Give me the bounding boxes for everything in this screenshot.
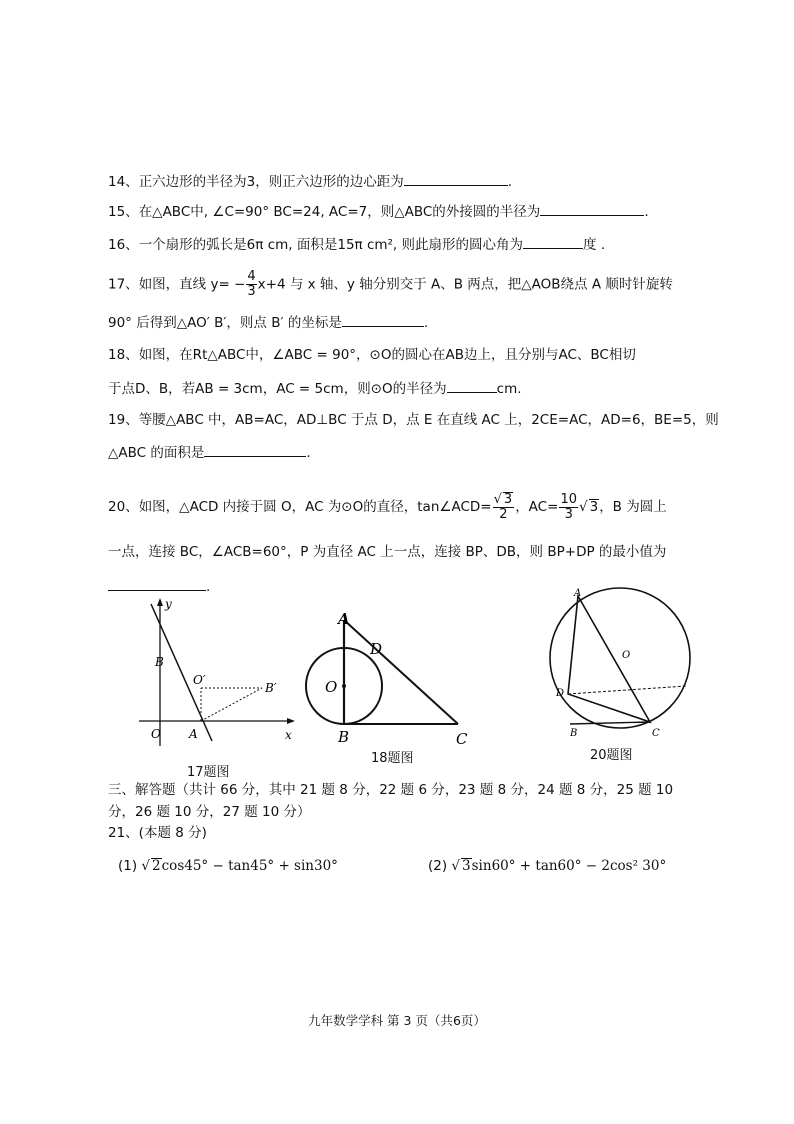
figure-17 (135, 596, 305, 766)
label-B: B (570, 728, 578, 739)
fraction (246, 270, 256, 299)
label-B: B (338, 728, 350, 746)
question-text: 一个扇形的弧长是6π cm, 面积是15π cm², 则此扇形的圆心角为 (138, 237, 524, 253)
fraction-denominator: 3 (247, 284, 256, 299)
answer-blank (204, 442, 306, 457)
section-title: 三、解答题（共计 66 分，其中 21 题 8 分，22 题 6 分，23 题 8 分，24 题 8 分，25 题 10 (108, 782, 674, 798)
answer-blank (342, 312, 424, 327)
figure-20 (540, 584, 700, 744)
fraction-denominator: 2 (499, 507, 508, 522)
answer-blank (540, 201, 644, 216)
expression: √ 2cos45° − tan45° + sin30° (141, 858, 338, 874)
part-label: (1) (118, 858, 138, 874)
page-footer: 九年数学学科 第 3 页（共6页） (308, 1013, 486, 1028)
question-number: 19、 (108, 412, 139, 428)
question-21-part1 (118, 856, 338, 876)
fraction-numerator: 4 (247, 269, 256, 284)
label-B: B (155, 655, 164, 669)
question-text: 于点D、B，若AB = 3cm，AC = 5cm，则⊙O的半径为 (108, 381, 447, 397)
fraction-numerator: √ 3 (493, 492, 513, 507)
answer-blank (404, 171, 508, 186)
question-number: 20、 (108, 499, 139, 515)
fraction (493, 492, 515, 522)
question-text: ，B 为圆上 (599, 499, 667, 515)
period: . (507, 174, 513, 190)
question-20: 20、如图，△ACD 内接于圆 O，AC 为⊙O的直径，tan∠ACD= $\frac{√ 3}{2}$ ，AC= $\frac{10}{3}$ √ 3，B 为圆上 (108, 491, 667, 522)
question-text: ，AC= (515, 499, 559, 515)
fraction (559, 493, 578, 522)
period: . (644, 204, 649, 220)
label-B-prime: B′ (265, 681, 277, 695)
label-x: x (285, 728, 292, 742)
y-axis-arrow-icon (157, 598, 163, 606)
question-17-line2 (108, 312, 428, 333)
label-O: O (622, 650, 631, 661)
triangle-ACD (568, 596, 650, 722)
radicand: 3 (589, 499, 599, 515)
question-text: 正六边形的半径为3，则正六边形的边心距为 (138, 174, 404, 190)
radicand: 3 (462, 858, 471, 874)
fraction-denominator: 3 (564, 506, 573, 522)
question-text: 90° 后得到△AO′ B′，则点 B′ 的坐标是 (108, 315, 342, 331)
label-y: y (165, 597, 172, 611)
question-18 (108, 345, 636, 365)
x-axis-arrow-icon (287, 718, 295, 724)
question-19-line2 (108, 442, 311, 463)
answer-blank (447, 378, 497, 393)
segment-AC (344, 620, 458, 724)
period: . (306, 445, 311, 461)
question-number: 18、 (108, 347, 139, 363)
unit: cm. (496, 381, 522, 397)
unit: 度 (583, 237, 597, 253)
question-19 (108, 410, 719, 430)
question-21-title (108, 823, 207, 843)
label-D: D (370, 640, 383, 658)
question-number: 15、 (108, 204, 139, 220)
figure-17-caption: 17题图 (187, 765, 230, 780)
dashed-line (568, 686, 686, 694)
question-text: 如图，直线 y= − (138, 276, 246, 293)
section-title: 分，26 题 10 分，27 题 10 分） (108, 804, 311, 820)
question-text: 一点，连接 BC，∠ACB=60°，P 为直径 AC 上一点，连接 BP、DB，则 BP+DP 的最小值为 (108, 544, 667, 560)
fraction-numerator: 10 (560, 491, 577, 507)
label-O-prime: O′ (193, 673, 206, 687)
question-number: 14、 (108, 174, 139, 190)
question-20-line3 (108, 576, 210, 597)
question-text: 等腰△ABC 中，AB=AC，AD⊥BC 于点 D，点 E 在直线 AC 上，2CE=AC，AD=6，BE=5，则 (138, 412, 719, 428)
label-A: A (574, 588, 582, 599)
label-C: C (456, 730, 468, 746)
figure-18-caption: 18题图 (371, 751, 414, 766)
period: . (206, 579, 211, 595)
question-text: 在△ABC中, ∠C=90° BC=24, AC=7，则△ABC的外接圆的半径为 (138, 204, 541, 220)
question-number: 17、 (108, 276, 139, 293)
question-16 (108, 234, 605, 255)
question-20-line2 (108, 542, 666, 562)
center-O-dot (342, 684, 346, 688)
answer-blank (523, 234, 583, 249)
period: . (423, 315, 429, 331)
figure-20-caption: 20题图 (590, 748, 633, 763)
question-number: 16、 (108, 237, 139, 253)
answer-blank (108, 576, 206, 591)
expression-text: sin60° + tan60° − 2cos² 30° (471, 858, 667, 874)
radicand: 2 (152, 858, 161, 874)
question-text: 如图，△ACD 内接于圆 O，AC 为⊙O的直径，tan∠ACD= (138, 499, 492, 515)
label-O: O (151, 727, 161, 741)
question-14 (108, 171, 512, 192)
period: . (600, 237, 606, 253)
expression: √ 3sin60° + tan60° − 2cos² 30° (451, 858, 667, 874)
label-O: O (325, 678, 338, 696)
question-17 (108, 270, 673, 299)
question-title: 21、(本题 8 分) (108, 825, 207, 841)
label-A: A (189, 727, 198, 741)
label-A: A (338, 610, 350, 628)
question-15 (108, 201, 649, 222)
question-text: △ABC 的面积是 (108, 445, 205, 461)
label-D: D (556, 688, 565, 699)
segment-AB1 (201, 688, 262, 721)
section-3-header-line2 (108, 802, 310, 822)
question-21-part2 (428, 856, 666, 876)
expression-text: cos45° − tan45° + sin30° (161, 858, 338, 874)
question-text: 如图，在Rt△ABC中，∠ABC = 90°，⊙O的圆心在AB边上，且分别与AC、BC相切 (138, 347, 636, 363)
figure-18 (296, 606, 482, 746)
question-18-line2 (108, 378, 522, 399)
radicand: 3 (503, 492, 513, 507)
segment-BC (570, 722, 650, 724)
part-label: (2) (428, 858, 448, 874)
section-3-header (108, 780, 673, 800)
label-C: C (652, 728, 660, 739)
question-text: x+4 与 x 轴、y 轴分别交于 A、B 两点，把△AOB绕点 A 顺时针旋转 (257, 276, 673, 293)
